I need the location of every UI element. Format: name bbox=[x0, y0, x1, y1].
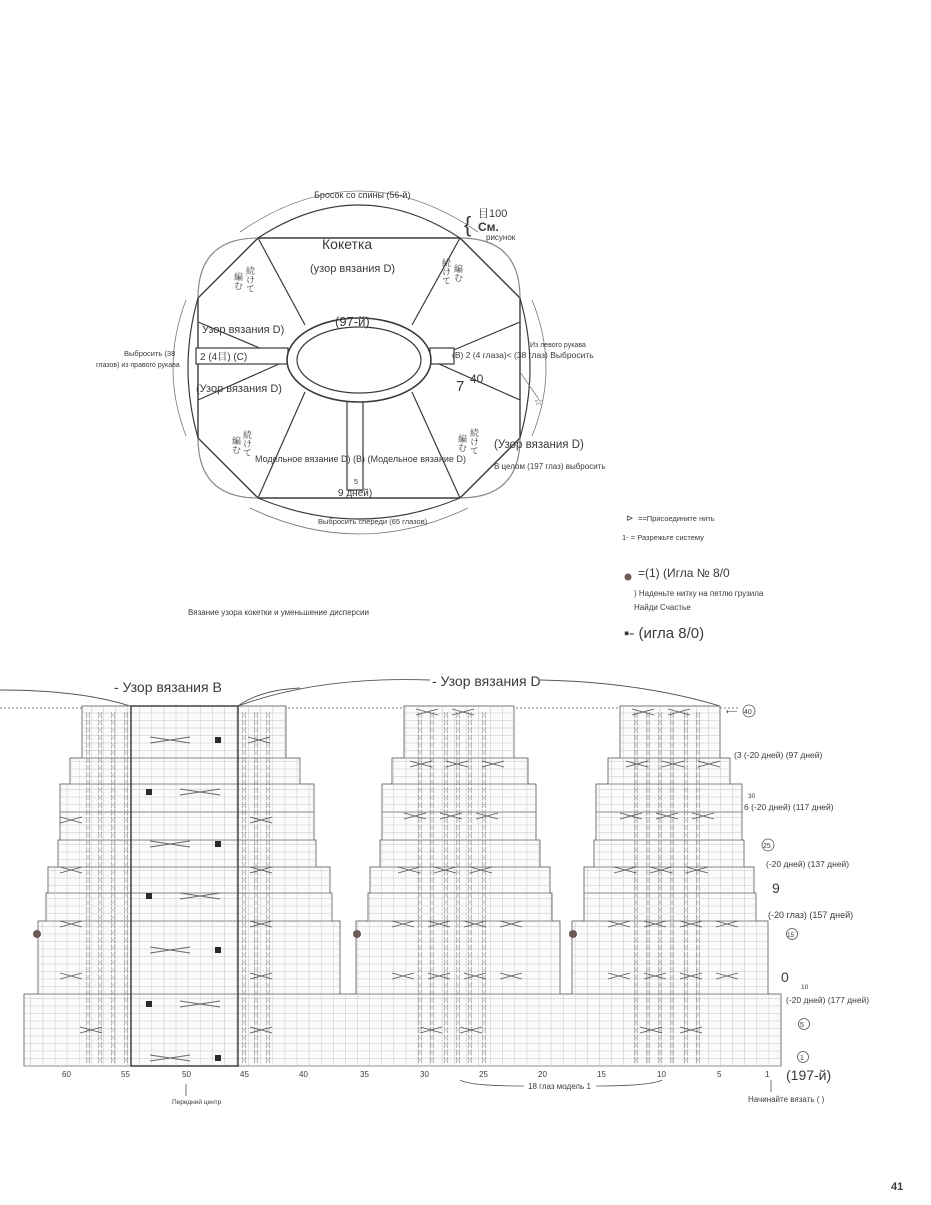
chart-block-6-2 bbox=[596, 784, 742, 812]
left-pattern-lower: (Узор вязания D) bbox=[196, 383, 282, 395]
raglan-bl bbox=[258, 392, 305, 498]
x-tick-10: 10 bbox=[657, 1070, 666, 1079]
bottom-days: 9 дней) bbox=[338, 488, 373, 499]
x-tick-1: 1 bbox=[765, 1070, 770, 1079]
yoke-title-sub: (узор вязания D) bbox=[310, 263, 396, 275]
weight-marker-icon bbox=[625, 574, 632, 581]
jp-continue-br: 続けて bbox=[469, 428, 479, 455]
front-center-note: Передний центр bbox=[172, 1099, 222, 1106]
x-tick-25: 25 bbox=[479, 1070, 488, 1079]
left-gusset-label: 2 (4目) (C) bbox=[200, 352, 248, 363]
dashed-diag-tr bbox=[460, 238, 520, 298]
bottom-gusset bbox=[347, 400, 363, 490]
section-caption: Вязание узора кокетки и уменьшение дисперсии bbox=[188, 608, 369, 617]
row-dec-5: (-20 дней) (177 дней) bbox=[786, 995, 870, 1005]
row-dec-4: (-20 глаз) (157 дней) bbox=[768, 910, 854, 920]
ref-cm: См. bbox=[478, 220, 499, 234]
weight-marker-0 bbox=[33, 930, 41, 938]
x-tick-35: 35 bbox=[360, 1070, 369, 1079]
x-tick-30: 30 bbox=[420, 1070, 429, 1079]
row-dec-3: (-20 дней) (137 дней) bbox=[766, 859, 850, 869]
chart-block-5-0 bbox=[60, 812, 314, 840]
square-marker-6 bbox=[215, 1055, 221, 1061]
jp-knit-tl: 編む bbox=[233, 272, 243, 290]
right-num-small: 40 bbox=[470, 372, 484, 386]
row-dec-1: (3 (-20 дней) (97 дней) bbox=[734, 750, 823, 760]
left-pattern-upper: Узор вязания D) bbox=[202, 324, 285, 336]
ref-brace: { bbox=[464, 212, 472, 237]
jp-knit-bl: 編む bbox=[231, 436, 241, 454]
pattern-d-label: - Узор вязания D bbox=[432, 673, 541, 689]
raglan-tl bbox=[258, 238, 305, 325]
ref-figure: рисунок bbox=[486, 233, 516, 242]
chart-block-8-0 bbox=[82, 706, 286, 758]
jp-continue-tr: 続けて bbox=[441, 258, 451, 285]
x-tick-5: 5 bbox=[717, 1070, 722, 1079]
jp-knit-br: 編む bbox=[457, 434, 467, 452]
legend-join-thread: ==Присоедините нить bbox=[638, 514, 715, 523]
bottom-pattern-labels: Модельное вязание D) (B) (Модельное вязание D) bbox=[255, 454, 466, 464]
row-15: 15 bbox=[787, 932, 795, 939]
right-note-top: Из левого рукава bbox=[530, 342, 586, 349]
square-marker-2 bbox=[215, 841, 221, 847]
row-5: 5 bbox=[800, 1022, 804, 1029]
page-number: 41 bbox=[891, 1181, 904, 1193]
neck-outer-oval bbox=[287, 318, 431, 402]
yoke-title: Кокетка bbox=[322, 236, 373, 252]
row-dec-2: 6 (-20 дней) (117 дней) bbox=[744, 802, 834, 812]
row-10: 10 bbox=[801, 984, 809, 991]
pattern-b-label: - Узор вязания B bbox=[114, 679, 222, 695]
row-40: 40 bbox=[744, 709, 752, 716]
weight-marker-2 bbox=[569, 930, 577, 938]
bottom-small: 5 bbox=[354, 479, 358, 486]
jp-continue-bl: 続けて bbox=[242, 430, 252, 457]
chart-block-7-2 bbox=[608, 758, 730, 784]
left-note-1: Выбросить (38 bbox=[124, 349, 176, 358]
x-tick-20: 20 bbox=[538, 1070, 547, 1079]
right-gusset-label: (B) 2 (4 глаза)< (38 глаз) Выбросить bbox=[452, 350, 594, 360]
x-tick-15: 15 bbox=[597, 1070, 606, 1079]
square-marker-3 bbox=[146, 893, 152, 899]
yoke-top-arc bbox=[258, 205, 460, 238]
square-marker-5 bbox=[146, 1001, 152, 1007]
right-total: В целом (197 глаз) выбросить bbox=[494, 462, 606, 471]
square-marker-4 bbox=[215, 947, 221, 953]
legend bbox=[188, 513, 764, 642]
chart-block-1-0 bbox=[38, 921, 340, 994]
bottom-note: Выбросить спереди (65 глазов) bbox=[318, 517, 428, 526]
row-25: 25 bbox=[763, 843, 771, 850]
square-marker-0 bbox=[215, 737, 221, 743]
legend-put-thread: ) Наденьте нитку на петлю грузила bbox=[634, 589, 764, 598]
x-tick-55: 55 bbox=[121, 1070, 130, 1079]
square-marker-1 bbox=[146, 789, 152, 795]
right-gusset bbox=[430, 348, 454, 364]
legend-cut: 1- = Разрежьте систему bbox=[622, 533, 704, 542]
yoke-right-arc bbox=[520, 298, 530, 438]
chart-headers bbox=[0, 680, 740, 708]
right-pattern: (Узор вязания D) bbox=[494, 439, 584, 451]
neck-count: (97-й) bbox=[335, 314, 370, 329]
row-0: 0 bbox=[781, 969, 789, 985]
chart-block-3-1 bbox=[370, 867, 550, 893]
chart-x-axis bbox=[62, 1070, 770, 1079]
row-9: 9 bbox=[772, 880, 780, 896]
star-mark: ☆ bbox=[534, 397, 543, 408]
row-arrows: ⟵ bbox=[726, 707, 738, 716]
repeat-note: 18 глаз модель 1 bbox=[528, 1082, 591, 1091]
jp-continue-tl: 続けて bbox=[245, 266, 255, 293]
x-tick-40: 40 bbox=[299, 1070, 308, 1079]
chart-block-0-0 bbox=[24, 994, 781, 1066]
start-note: Начинайте вязать ( ) bbox=[748, 1095, 825, 1104]
chart-block-7-0 bbox=[70, 758, 300, 784]
yoke-bottom-arc bbox=[258, 498, 460, 519]
raglan-br bbox=[412, 392, 460, 498]
row-1: 1 bbox=[800, 1055, 804, 1062]
legend-find-happiness: Найди Счастье bbox=[634, 603, 691, 612]
chart-grid bbox=[24, 706, 781, 1066]
right-num-big: 7 bbox=[456, 378, 465, 395]
legend-needle-8-0: =(1) (Игла № 8/0 bbox=[638, 566, 730, 580]
chart-block-3-2 bbox=[584, 867, 754, 893]
x-tick-60: 60 bbox=[62, 1070, 71, 1079]
chart-block-3-0 bbox=[48, 867, 330, 893]
x-tick-45: 45 bbox=[240, 1070, 249, 1079]
row-30: 30 bbox=[748, 793, 756, 800]
total-stitches: (197-й) bbox=[786, 1067, 832, 1083]
left-note-2: глазов) из правого рукава bbox=[96, 362, 180, 369]
dim-arc-right bbox=[532, 300, 546, 436]
x-tick-50: 50 bbox=[182, 1070, 191, 1079]
jp-knit-tr: 編む bbox=[453, 264, 463, 282]
legend-needle-8-0-b: ▪- (игла 8/0) bbox=[624, 625, 705, 642]
chart-block-4-2 bbox=[594, 840, 744, 867]
ref-100: 目100 bbox=[478, 208, 508, 220]
yoke-left-arc bbox=[188, 298, 198, 438]
weight-marker-1 bbox=[353, 930, 361, 938]
chart-block-4-1 bbox=[380, 840, 540, 867]
chart-block-1-1 bbox=[356, 921, 560, 994]
yoke-top-label: Бросок со спины (56-й) bbox=[314, 190, 411, 200]
chart-block-4-0 bbox=[58, 840, 316, 867]
join-thread-symbol: ⊳ bbox=[626, 513, 634, 523]
